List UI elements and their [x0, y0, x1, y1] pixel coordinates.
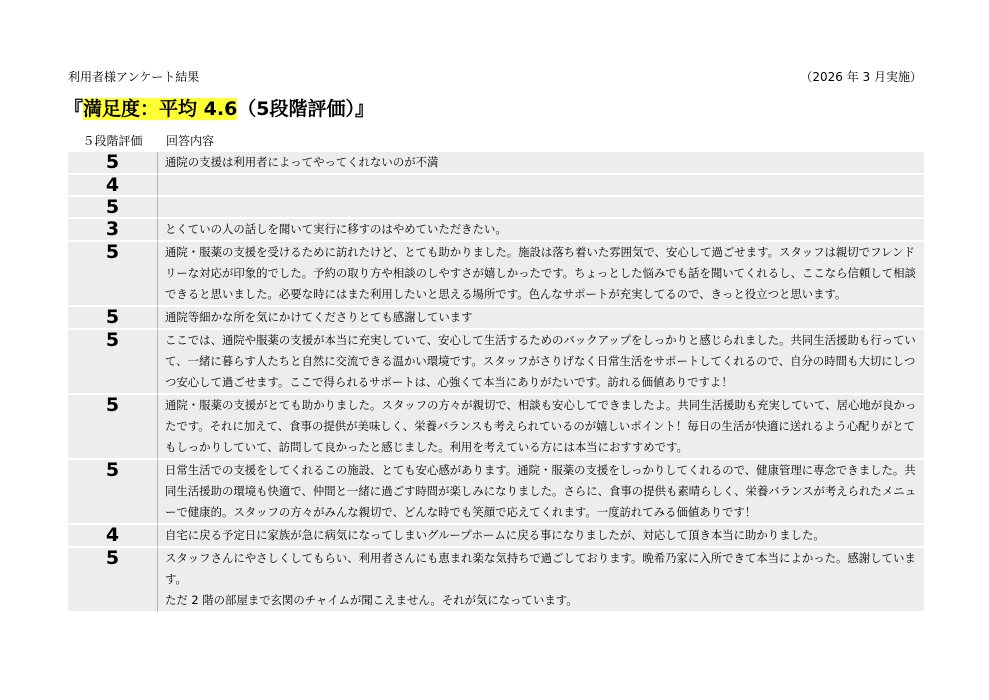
table-row: [68, 307, 924, 330]
answer-cell: 通院・服薬の支援がとても助かりました。スタッフの方々が親切で、相談も安心してできましたよ。共同生活援助も充実していて、居心地が良かったです。それに加えて、食事の提供が美味しく、栄養バランスも考えられているのが嬉しいポイント！毎日の生活が快適に送れるよう心配りがとてもしっかりしていて、訪問して良かったと感じました。利用を考えている方には本当におすすめです。: [157, 395, 924, 460]
title-suffix: （5段階評価）』: [237, 98, 375, 120]
table-row: [68, 197, 924, 219]
answer-cell: 通院の支援は利用者によってやってくれないのが不満: [157, 152, 924, 175]
survey-date: （2026 年 3 月実施）: [800, 70, 922, 84]
score-cell: 5: [68, 460, 157, 525]
score-cell: 5: [68, 395, 157, 460]
score-cell: 5: [68, 307, 157, 330]
table-row: [68, 330, 924, 395]
table-row: [68, 219, 924, 242]
document-label: 利用者様アンケート結果: [68, 70, 200, 84]
answer-cell: 通院等細かな所を気にかけてくださりとても感謝しています: [157, 307, 924, 330]
answer-cell: 通院・服薬の支援を受けるために訪れたけど、とても助かりました。施設は落ち着いた雰囲気で、安心して過ごせます。スタッフは親切でフレンドリーな対応が印象的でした。予約の取り方や相談のしやすさが嬉しかったです。ちょっとした悩みでも話を聞いてくれるし、ここなら信頼して相談できると思いました。必要な時にはまた利用したいと思える場所です。色んなサポートが充実してるので、きっと役立つと思います。: [157, 242, 924, 307]
table-row: [68, 548, 924, 613]
table-row: [68, 460, 924, 525]
score-cell: 5: [68, 548, 157, 613]
page-title: [64, 94, 374, 121]
answer-cell: 自宅に戻る予定日に家族が急に病気になってしまいグループホームに戻る事になりましたが、対応して頂き本当に助かりました。: [157, 525, 924, 548]
score-cell: 4: [68, 525, 157, 548]
title-highlight: 満足度：平均 4.6: [83, 98, 238, 120]
answer-cell: とくていの人の話しを聞いて実行に移すのはやめていただきたい。: [157, 219, 924, 242]
answer-cell: [157, 197, 924, 219]
table-row: [68, 395, 924, 460]
answer-cell: ここでは、通院や服薬の支援が本当に充実していて、安心して生活するためのバックアップをしっかりと感じられました。共同生活援助も行っていて、一緒に暮らす人たちと自然に交流できる温かい環境です。スタッフがさりげなく日常生活をサポートしてくれるので、自分の時間も大切にしつつ安心して過ごせます。ここで得られるサポートは、心強くて本当にありがたいです。訪れる価値ありですよ！: [157, 330, 924, 395]
table-row: [68, 242, 924, 307]
title-prefix: 『: [64, 98, 84, 120]
score-cell: 5: [68, 330, 157, 395]
answer-cell: [157, 175, 924, 197]
table-row: [68, 175, 924, 197]
column-headers: [68, 132, 924, 150]
table-row: [68, 152, 924, 175]
answer-cell: スタッフさんにやさしくしてもらい、利用者さんにも恵まれ楽な気持ちで過ごしております。晩希乃家に入所できて本当によかった。感謝しています。 ただ 2 階の部屋まで玄関のチャイムが聞こえません。それが気になっています。: [157, 548, 924, 613]
score-cell: 3: [68, 219, 157, 242]
answer-column-header: 回答内容: [166, 134, 215, 148]
score-cell: 4: [68, 175, 157, 197]
score-cell: 5: [68, 152, 157, 175]
score-cell: 5: [68, 197, 157, 219]
score-column-header: ５段階評価: [82, 134, 143, 148]
answer-cell: 日常生活での支援をしてくれるこの施設、とても安心感があります。通院・服薬の支援をしっかりしてくれるので、健康管理に専念できました。共同生活援助の環境も快適で、仲間と一緒に過ごす時間が楽しみになりました。さらに、食事の提供も素晴らしく、栄養バランスが考えられたメニューで健康的。スタッフの方々がみんな親切で、どんな時でも笑顔で応えてくれます。一度訪れてみる価値ありです！: [157, 460, 924, 525]
responses-table: [68, 152, 924, 613]
table-row: [68, 525, 924, 548]
score-cell: 5: [68, 242, 157, 307]
